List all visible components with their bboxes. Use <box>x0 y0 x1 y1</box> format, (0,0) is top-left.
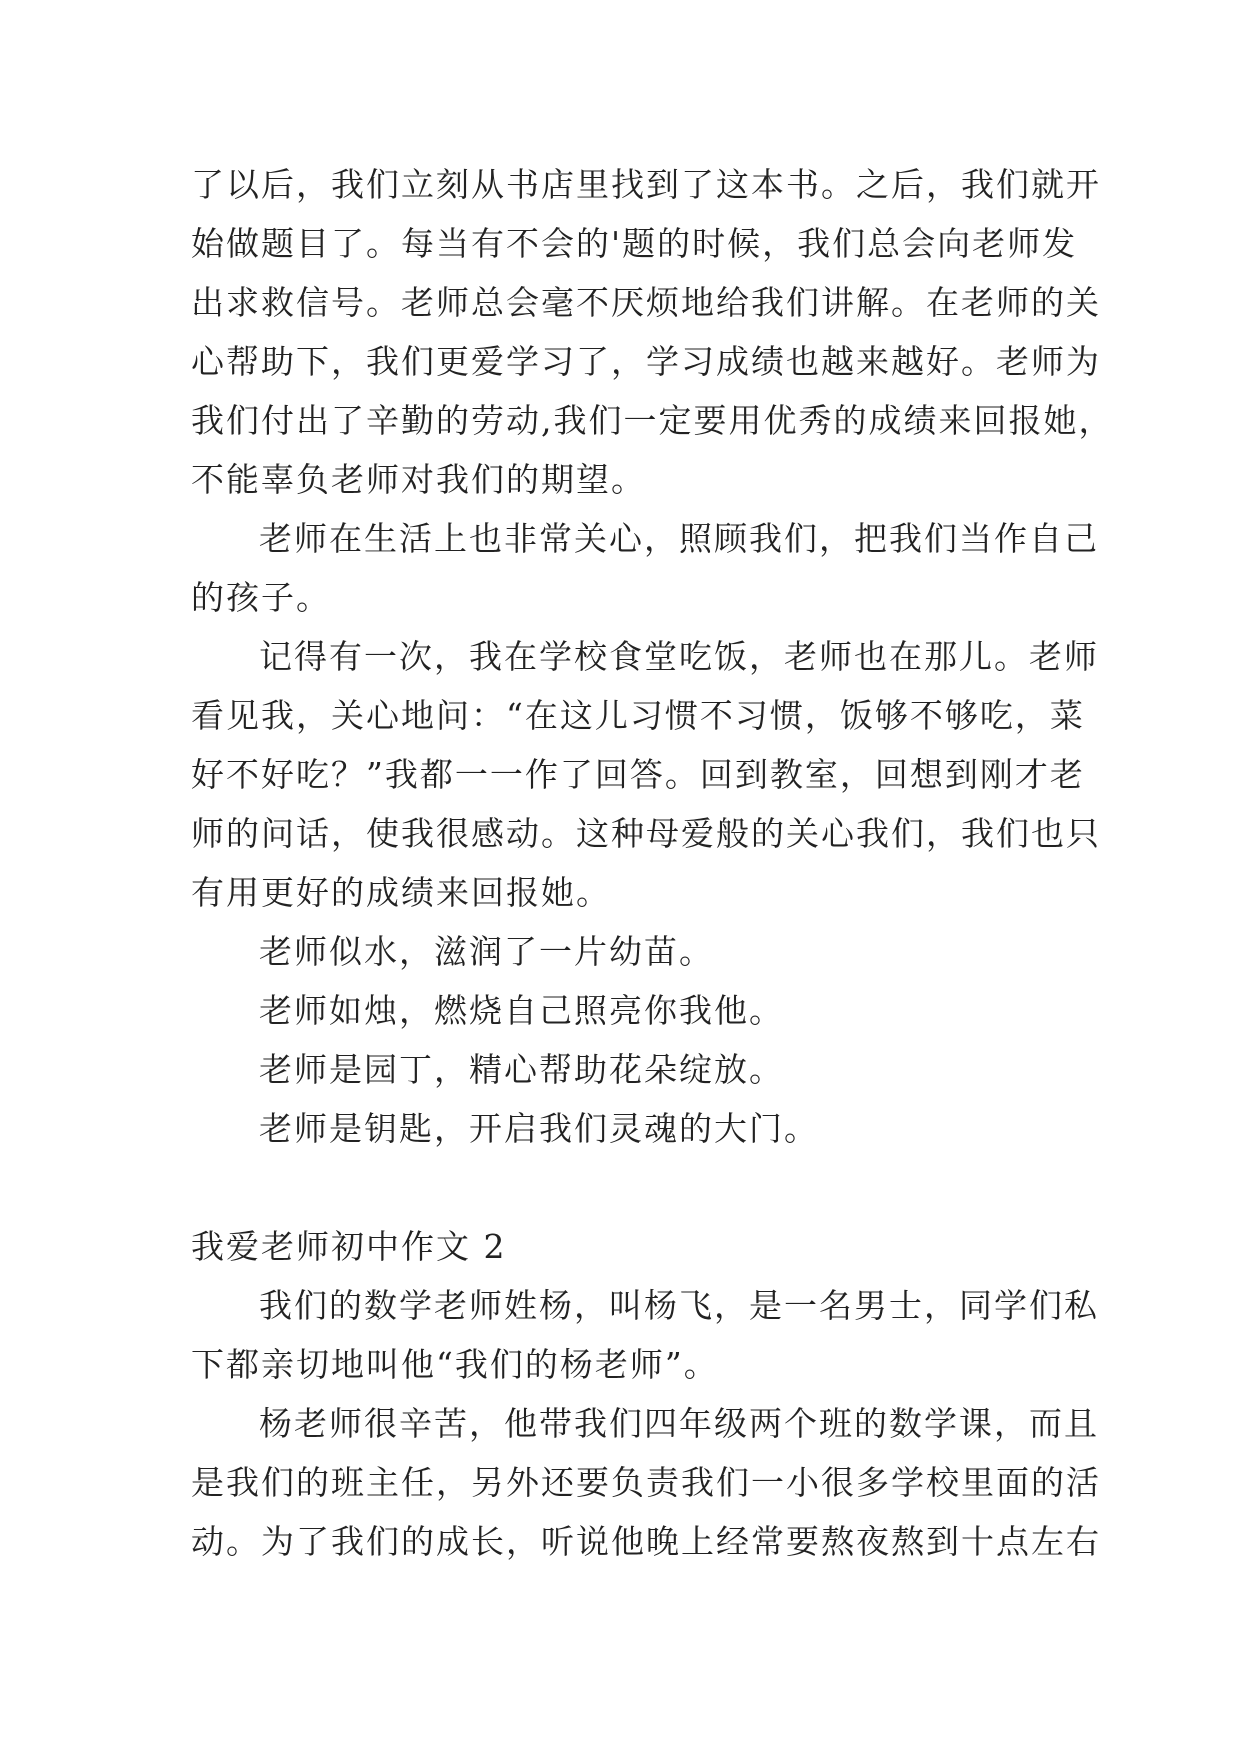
text-line: 了以后，我们立刻从书店里找到了这本书。之后，我们就开 <box>191 165 1101 204</box>
blank-line <box>191 1158 1051 1217</box>
text-line: 看见我，关心地问：“在这儿习惯不习惯，饭够不够吃，菜 <box>191 696 1085 735</box>
paragraph-start-line: 我们的数学老师姓杨，叫杨飞，是一名男士，同学们私 <box>259 1286 1099 1325</box>
text-line: 出求救信号。老师总会毫不厌烦地给我们讲解。在老师的关 <box>191 283 1101 322</box>
text-line: 动。为了我们的成长，听说他晚上经常要熬夜熬到十点左右 <box>191 1522 1101 1561</box>
paragraph-start-line: 老师如烛，燃烧自己照亮你我他。 <box>259 991 784 1030</box>
text-line: 下都亲切地叫他“我们的杨老师”。 <box>191 1345 719 1384</box>
paragraph-start-line: 杨老师很辛苦，他带我们四年级两个班的数学课，而且 <box>259 1404 1099 1443</box>
text-line: 有用更好的成绩来回报她。 <box>191 873 611 912</box>
text-line: 始做题目了。每当有不会的'题的时候，我们总会向老师发 <box>191 224 1078 263</box>
paragraph-start-line: 记得有一次，我在学校食堂吃饭，老师也在那儿。老师 <box>259 637 1099 676</box>
text-line: 是我们的班主任，另外还要负责我们一小很多学校里面的活 <box>191 1463 1101 1502</box>
paragraph-start-line: 老师似水，滋润了一片幼苗。 <box>259 932 714 971</box>
document-body <box>191 155 1114 1571</box>
paragraph-start-line: 老师是园丁，精心帮助花朵绽放。 <box>259 1050 784 1089</box>
text-line: 不能辜负老师对我们的期望。 <box>191 460 646 499</box>
text-line: 的孩子。 <box>191 578 331 617</box>
paragraph-start-line: 老师在生活上也非常关心，照顾我们，把我们当作自己 <box>259 519 1099 558</box>
text-line: 师的问话，使我很感动。这种母爱般的关心我们，我们也只 <box>191 814 1101 853</box>
paragraph-start-line: 老师是钥匙，开启我们灵魂的大门。 <box>259 1109 819 1148</box>
text-line: 好不好吃？”我都一一作了回答。回到教室，回想到刚才老 <box>191 755 1085 794</box>
section-title: 我爱老师初中作文 2 <box>191 1227 507 1266</box>
text-line: 我们付出了辛勤的劳动,我们一定要用优秀的成绩来回报她， <box>191 401 1114 440</box>
text-line: 心帮助下，我们更爱学习了，学习成绩也越来越好。老师为 <box>191 342 1101 381</box>
